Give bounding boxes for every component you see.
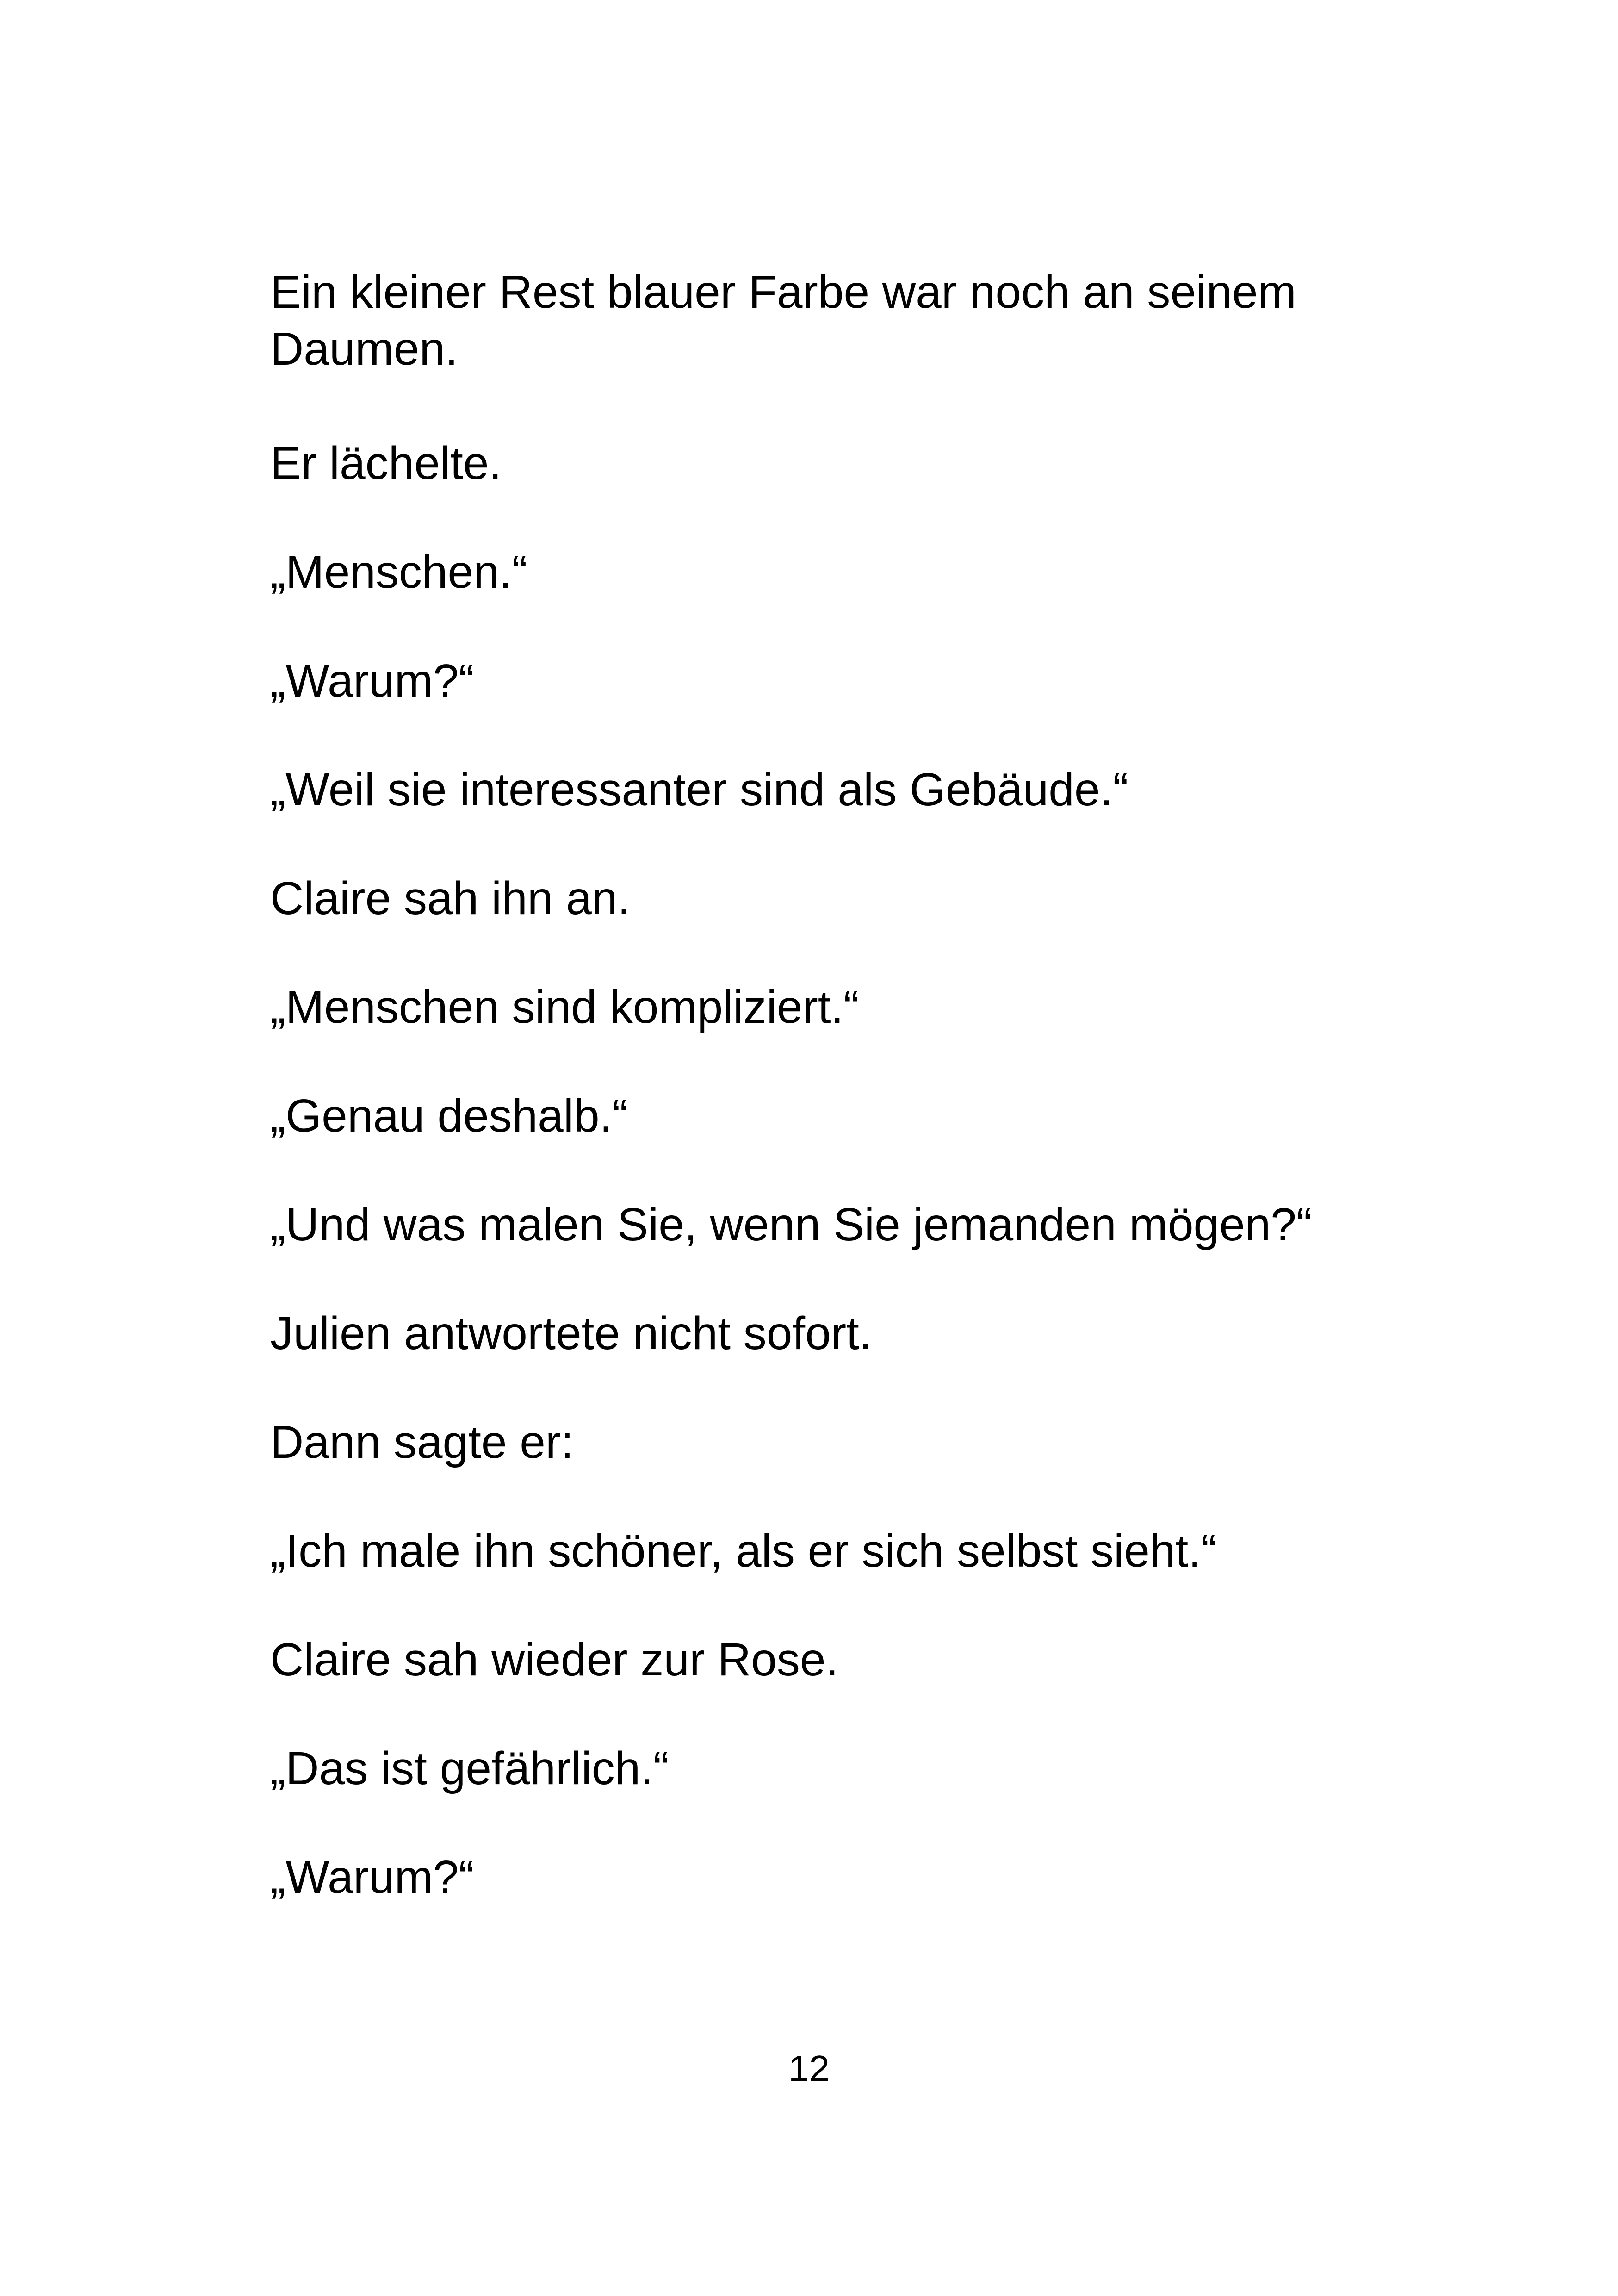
paragraph-8: „Genau deshalb.“ — [270, 1090, 628, 1142]
paragraph-1: Ein kleiner Rest blauer Farbe war noch an seinem Daumen. — [270, 266, 1296, 375]
paragraph-10: Julien antwortete nicht sofort. — [270, 1307, 872, 1359]
paragraph-2: Er lächelte. — [270, 437, 502, 489]
paragraph-11: Dann sagte er: — [270, 1416, 574, 1468]
page-number: 12 — [788, 2048, 830, 2089]
paragraph-15: „Warum?“ — [270, 1851, 474, 1903]
paragraph-7: „Menschen sind kompliziert.“ — [270, 981, 859, 1033]
paragraph-3: „Menschen.“ — [270, 546, 527, 598]
paragraph-9: „Und was malen Sie, wenn Sie jemanden mögen?“ — [270, 1199, 1312, 1251]
paragraph-4: „Warum?“ — [270, 655, 474, 707]
paragraph-14: „Das ist gefährlich.“ — [270, 1742, 669, 1794]
paragraph-5: „Weil sie interessanter sind als Gebäude.“ — [270, 764, 1128, 815]
paragraph-13: Claire sah wieder zur Rose. — [270, 1634, 839, 1686]
paragraph-6: Claire sah ihn an. — [270, 872, 631, 924]
paragraph-12: „Ich male ihn schöner, als er sich selbst sieht.“ — [270, 1525, 1217, 1577]
